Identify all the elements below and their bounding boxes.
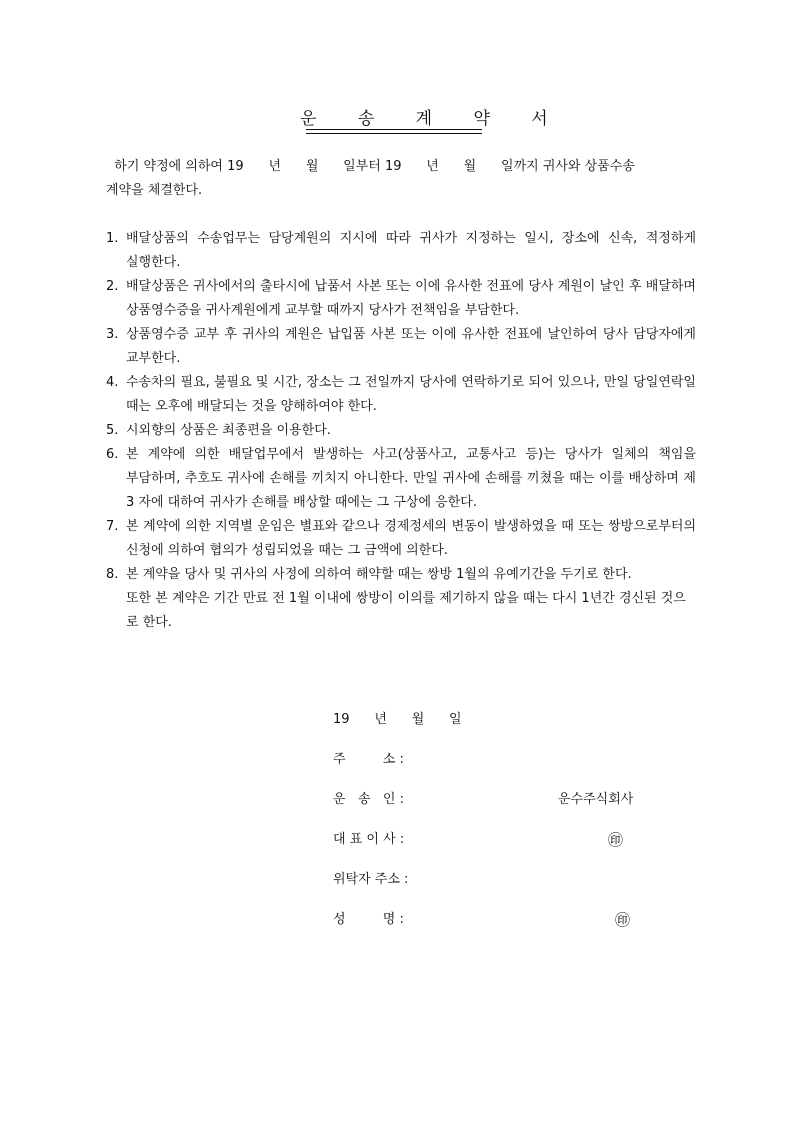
clause-text: 수송차의 필요, 불필요 및 시간, 장소는 그 전일까지 당사에 연락하기로 되어 있으나, 만일 당일연락일 때는 오후에 배달되는 것을 양해하여야 한다. [126,375,696,414]
consignor-address-label: 위탁자 주소 : [333,872,409,887]
clause-list [106,227,696,635]
clause-item [106,227,696,275]
intro-paragraph [106,155,696,203]
clause-item [106,563,696,635]
clause-item [106,443,696,515]
address-row [333,748,693,788]
name-label: 성 명 : [333,912,404,927]
intro-line-1: 하기 약정에 의하여 19 년 월 일부터 19 년 월 일까지 귀사와 상품수송 [106,159,635,174]
clause-item [106,275,696,323]
clause-number: 2. [106,279,119,294]
clause-text: 상품영수증 교부 후 귀사의 계원은 납입품 사본 또는 이에 유사한 전표에 날인하여 당사 담당자에게 교부한다. [126,327,696,366]
name-row [333,908,693,948]
signature-block [333,708,693,948]
title-double-underline [306,129,482,134]
carrier-company-name: 운수주식회사 [558,792,634,807]
clause-text: 본 계약에 의한 지역별 운임은 별표와 같으나 경제정세의 변동이 발생하였을 때 또는 쌍방으로부터의 신청에 의하여 협의가 성립되었을 때는 그 금액에 의한다. [126,519,696,558]
clause-number: 4. [106,375,119,390]
clause-item [106,323,696,371]
carrier-row [333,788,693,828]
clause-renewal-note: 또한 본 계약은 기간 만료 전 1월 이내에 쌍방이 이의를 제기하지 않을 때는 다시 1년간 경신된 것으로 한다. [126,591,686,630]
seal-icon: ㊞ [608,831,624,849]
clause-number: 5. [106,423,119,438]
clause-text: 배달상품의 수송업무는 담당계원의 지시에 따라 귀사가 지정하는 일시, 장소에 신속, 적정하게 실행한다. [126,231,696,270]
clause-item [106,515,696,563]
seal-icon: ㊞ [615,911,631,929]
clause-item [106,371,696,419]
ceo-label: 대 표 이 사 : [333,832,405,847]
clause-number: 7. [106,519,119,534]
intro-line-2: 계약을 체결한다. [106,183,203,198]
clause-number: 6. [106,447,119,462]
clause-text: 시외향의 상품은 최종편을 이용한다. [126,423,331,438]
signature-date: 19 년 월 일 [333,712,462,727]
clause-text: 본 계약을 당사 및 귀사의 사정에 의하여 해약할 때는 쌍방 1월의 유예기간을 두기로 한다. [126,567,632,582]
clause-number: 1. [106,231,119,246]
clause-number: 8. [106,567,119,582]
clause-text: 본 계약에 의한 배달업무에서 발생하는 사고(상품사고, 교통사고 등)는 당사가 일체의 책임을 부담하며, 추호도 귀사에 손해를 끼치지 아니한다. 만일 귀사에 손해를 끼쳤을 때는 이를 배상하며 제 3 자에 대하여 귀사가 손해를 배상할 때에는 그 구상에 응한다. [126,447,696,510]
document-title: 운 송 계 약 서 [300,109,566,129]
carrier-label: 운 송 인 : [333,792,404,807]
clause-item [106,419,696,443]
clause-number: 3. [106,327,119,342]
ceo-row [333,828,693,868]
clause-text: 배달상품은 귀사에서의 출타시에 납품서 사본 또는 이에 유사한 전표에 당사 계원이 날인 후 배달하며 상품영수증을 귀사계원에게 교부할 때까지 당사가 전책임을 부담한다. [126,279,696,318]
consignor-address-row [333,868,693,908]
address-label: 주 소 : [333,752,404,767]
